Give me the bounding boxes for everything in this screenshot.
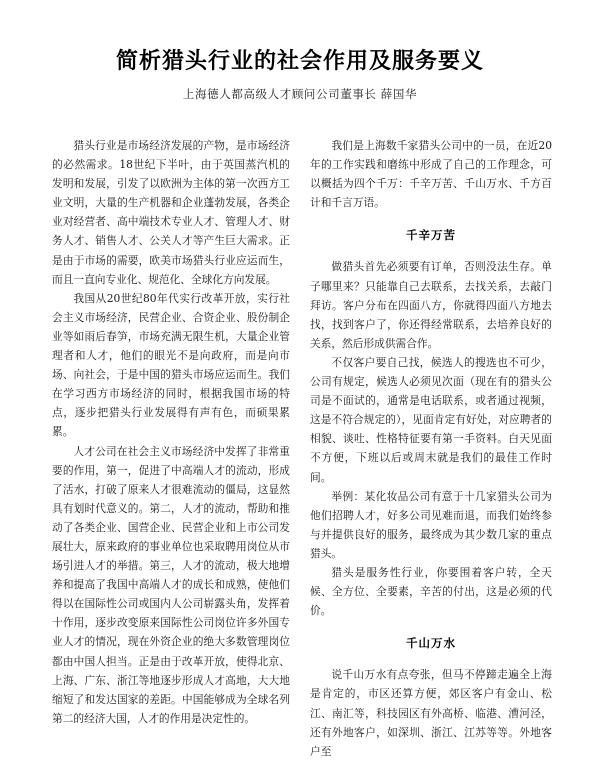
section2-paragraph-1: 说千山万水有点夸张，但马不停蹄走遍全上海是肯定的，市区还算方便，郊区客户有金山、松江、南汇等，科技园区有外高桥、临港、漕河泾，还有外地客户，如深圳、浙江、江苏等等。外地客户至 (310, 668, 552, 758)
left-column (52, 136, 290, 725)
section-heading-qianshanwanshui: 千山万水 (406, 636, 456, 651)
left-paragraph-2: 我国从20世纪80年代实行改革开放，实行社会主义市场经济，民营企业、合资企业、股份制企业等如雨后春笋，市场充满无限生机，大量企业管理者和人才，他们的眼光不是向政府，而是向市场、向社会，于是中国的猎头市场应运而生。我们在学习西方市场经济的同时，根据我国市场的特点，逐步把猎头行业发展得有声有色，而硕果累累。 (52, 291, 290, 439)
article-title: 简析猎头行业的社会作用及服务要义 (115, 49, 484, 74)
section1-paragraph-4: 猎头是服务性行业，你要围着客户转，全天候、全方位、全要素，辛苦的付出，这是必须的代价。 (310, 565, 552, 618)
section1-paragraph-2: 不仅客户要自己找，候选人的搜选也不可少，公司有规定，候选人必须见次面（现在有的猎头公司是不面试的，通常是电话联系，或者通过视频，这是不符合规定的），见面肯定有好处，对应聘者的相貌、谈吐、性格特征要有第一手资料。白天见面不方便，下班以后或周末就是我们的最佳工作时间。 (310, 355, 552, 484)
left-paragraph-3: 人才公司在社会主义市场经济中发挥了非常重要的作用，第一，促进了中高端人才的流动，形成了活水，打破了原来人才很难流动的僵局，这显然具有划时代意义的。第二，人才的流动，帮助和推动了各类企业、国营企业、民营企业和上市公司发展壮大，原来政府的事业单位也采取聘用岗位从市场引进人才的举措。第三，人才的流动，极大地增养和提高了我国中高端人才的成长和成熟，使他们得以在国际性公司或国内人公司崭露头角，发挥着十作用，逐步改变原来国际性公司岗位许多外国专业人才的情况，现在外资企业的绝大多数管理岗位都由中国人担当。正是由于改革开放，使得北京、上海、广东、浙江等地逐步形成人才高地，大大地缩短了和发达国家的差距。中国能够成为全球名列第二的经济大国，人才的作用是决定性的。 (52, 444, 290, 725)
section1-paragraph-3: 举例：某化妆品公司有意于十几家猎头公司为他们招聘人才，好多公司见难而退，而我们始终参与并提供良好的服务，最终成为其少数几家的重点猎头。 (310, 489, 552, 560)
left-paragraph-1: 猎头行业是市场经济发展的产物，是市场经济的必然需求。18世纪下半叶，由于英国蒸汽机的发明和发展，引发了以欧洲为主体的第一次西方工业文明，大量的生产机器和企业蓬勃发展，各类企业对经营者、高中端技术专业人才、管理人才、财务人才、销售人才、公关人才等产生巨大需求。正是由于市场的需要，欧美市场猎头行业应运而生，而且一直向专业化、规范化、全球化方向发展。 (52, 139, 290, 286)
author-line: 上海德人都高级人才顾问公司董事长 薛国华 (182, 87, 418, 101)
section1-paragraph-1: 做猎头首先必须要有订单，否则没法生存。单子哪里来？只能靠自己去联系，去找关系，去敲门拜访。客户分布在四面八方，你就得四面八方地去找，找到客户了，你还得经常联系，去培养良好的关系，然后形成供需合作。 (310, 260, 552, 350)
right-column (310, 136, 552, 758)
section-heading-qianxinwanku: 千辛万苦 (406, 228, 456, 243)
right-intro-paragraph: 我们是上海数千家猎头公司中的一员，在近20年的工作实践和磨练中形成了自己的工作理念，可以概括为四个千万：千辛万苦、千山万水、千方百计和千言万语。 (310, 139, 552, 210)
